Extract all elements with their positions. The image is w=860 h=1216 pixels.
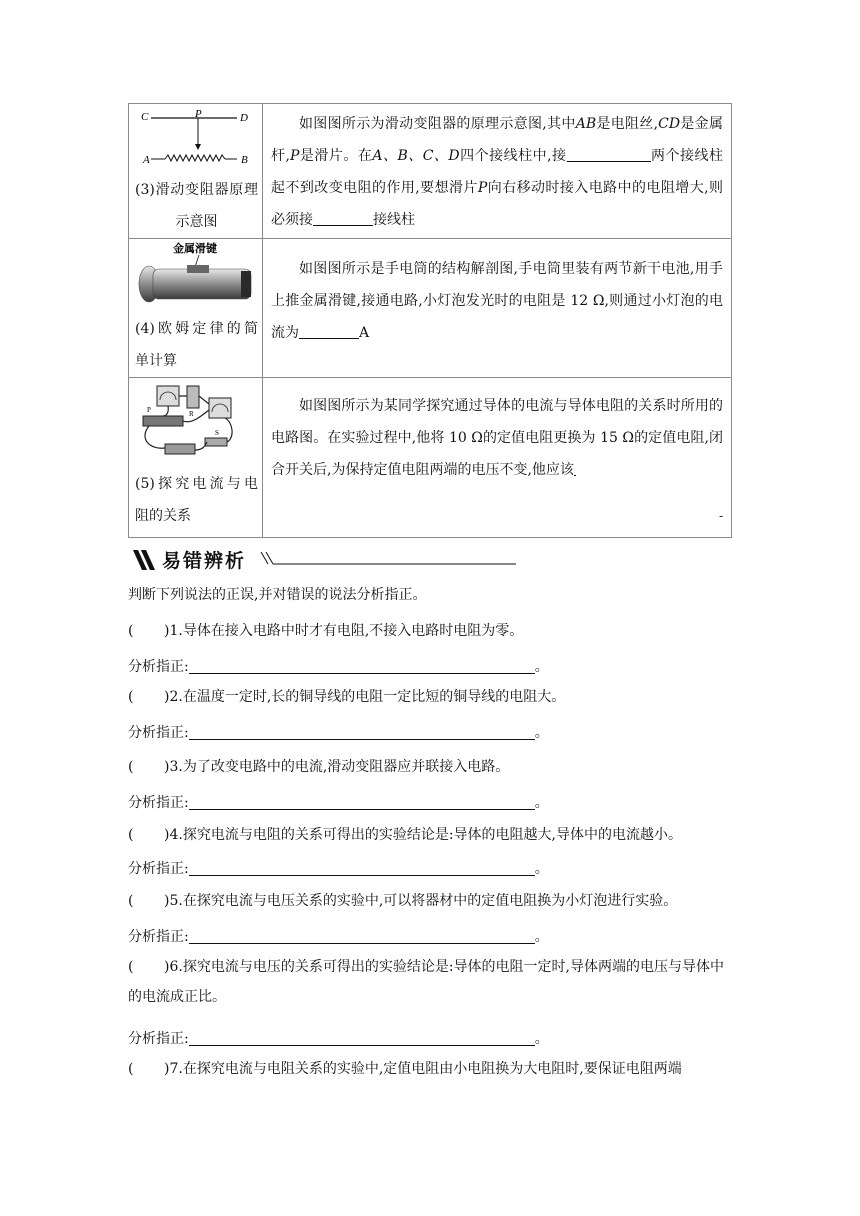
flashlight-body	[153, 269, 251, 299]
circuit-photo	[129, 378, 260, 468]
trailing-mark: -	[718, 509, 723, 523]
table-row	[129, 378, 732, 538]
answer-line: 分析指正: 。	[128, 1031, 549, 1047]
question-item: ( )3.为了改变电路中的电流,滑动变阻器应并联接入电路。	[128, 752, 734, 782]
ammeter	[157, 386, 179, 406]
table-cell-left	[129, 239, 263, 378]
diagram-label-c: C	[141, 111, 149, 123]
answer-blank[interactable]	[189, 724, 535, 740]
question-item: ( )6.探究电流与电压的关系可得出的实验结论是:导体的电阻一定时,导体两端的电压与导体中的电流成正比。	[128, 952, 734, 1012]
diagram-label-b: B	[241, 154, 248, 166]
answer-paren[interactable]: (	[128, 689, 134, 705]
answer-line: 分析指正: 。	[128, 795, 549, 811]
answer-blank[interactable]	[313, 211, 373, 226]
section-slash-icon	[131, 550, 157, 570]
answer-line: 分析指正: 。	[128, 929, 549, 945]
voltmeter	[209, 398, 231, 418]
answer-line: 分析指正: 。	[128, 659, 549, 675]
section-title: 易错辨析	[162, 550, 247, 572]
answer-blank[interactable]	[299, 324, 359, 339]
svg-text:R: R	[189, 410, 194, 418]
svg-text:S: S	[215, 429, 219, 437]
answer-blank[interactable]	[189, 658, 535, 674]
table-cell-right	[263, 239, 732, 378]
answer-line: 分析指正: 。	[128, 725, 549, 741]
answer-blank[interactable]	[567, 147, 651, 162]
row-caption: (4)欧姆定律的简	[135, 321, 258, 337]
row-text: 如图图所示为滑动变阻器的原理示意图,其中AB是电阻丝,CD是金属杆,P是滑片。在A、B、C、D四个接线柱中,接 两个接线柱起不到改变电阻的作用,要想滑片P向右移动时接入电路中的电阻增大,则必须接 接线柱	[271, 116, 724, 228]
resistance-wire	[165, 155, 225, 161]
battery	[165, 444, 195, 454]
row-caption: 单计算	[135, 353, 177, 369]
instruction-text: 判断下列说法的正误,并对错误的说法分析指正。	[128, 587, 427, 603]
switch	[205, 438, 227, 446]
answer-paren[interactable]: (	[128, 893, 134, 909]
table-cell-left	[129, 104, 263, 239]
row-caption: (5)探究电流与电	[135, 476, 258, 492]
table-cell-left	[129, 378, 263, 538]
question-item: ( )5.在探究电流与电压关系的实验中,可以将器材中的定值电阻换为小灯泡进行实验。	[128, 886, 734, 916]
table-cell-right	[263, 378, 732, 538]
table-row	[129, 239, 732, 378]
diagram-label-d: D	[240, 112, 248, 124]
rheostat	[143, 416, 183, 426]
row-caption: 阻的关系	[135, 508, 191, 524]
answer-blank[interactable]	[189, 860, 535, 876]
answer-blank[interactable]	[189, 1030, 535, 1046]
answer-line: 分析指正: 。	[128, 861, 549, 877]
answer-blank[interactable]	[189, 794, 535, 810]
table-row	[129, 104, 732, 239]
row-caption: (3)滑动变阻器原理	[135, 182, 258, 198]
answer-paren[interactable]: (	[128, 1061, 134, 1077]
question-item: ( )2.在温度一定时,长的铜导线的电阻一定比短的铜导线的电阻大。	[128, 682, 734, 712]
question-item: ( )1.导体在接入电路中时才有电阻,不接入电路时电阻为零。	[128, 616, 734, 646]
answer-blank[interactable]	[574, 461, 576, 476]
row-text: 如图图所示是手电筒的结构解剖图,手电筒里装有两节新干电池,用手上推金属滑键,接通电路,小灯泡发光时的电阻是 12 Ω,则通过小灯泡的电流为 A	[271, 261, 723, 341]
question-item: ( )4.探究电流与电阻的关系可得出的实验结论是:导体的电阻越大,导体中的电流越小。	[128, 820, 734, 850]
table-cell-right	[263, 104, 732, 239]
answer-paren[interactable]: (	[128, 959, 134, 975]
answer-paren[interactable]: (	[128, 827, 134, 843]
resistor	[187, 386, 199, 408]
diagram-label-p: P	[195, 108, 202, 120]
metal-slide-key	[187, 265, 209, 273]
image-label: 金属滑键	[173, 242, 217, 255]
row-text: 如图图所示为某同学探究通过导体的电流与导体电阻的关系时所用的电路图。在实验过程中,他将 10 Ω的定值电阻更换为 15 Ω的定值电阻,闭合开关后,为保持定值电阻两端的电压不变,他应该	[271, 398, 723, 478]
flashlight-image	[129, 239, 260, 309]
section-divider	[260, 552, 520, 572]
knowledge-table	[128, 103, 732, 538]
answer-paren[interactable]: (	[128, 623, 134, 639]
answer-blank[interactable]	[189, 928, 535, 944]
diagram-label-a: A	[143, 154, 150, 166]
section-header	[128, 544, 528, 574]
rheostat-diagram	[129, 104, 260, 170]
row-caption: 示意图	[175, 214, 218, 230]
answer-paren[interactable]: (	[128, 759, 134, 775]
slider-arrow	[195, 144, 201, 150]
svg-text:P: P	[147, 406, 151, 414]
question-item: ( )7.在探究电流与电阻关系的实验中,定值电阻由小电阻换为大电阻时,要保证电阻两端	[128, 1054, 734, 1084]
